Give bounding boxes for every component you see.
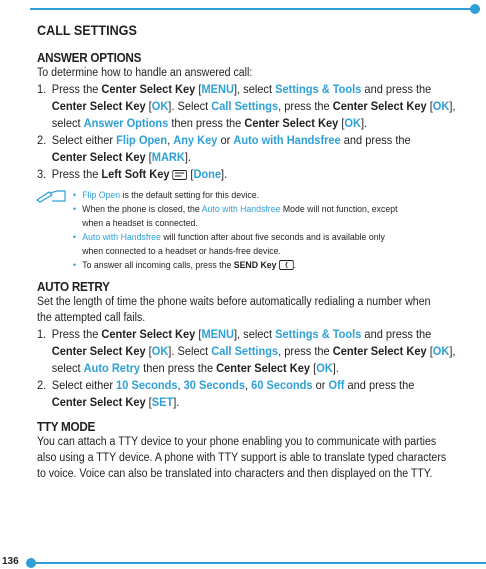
note-item-3-cont: when connected to a headset or hands-free device. — [82, 246, 281, 257]
page-number: 136 — [2, 556, 19, 567]
answer-options-intro: To determine how to handle an answered call: — [37, 67, 253, 79]
answer-options-step-2: 2. Select either Flip Open, Any Key or Auto with Handsfree and press the — [37, 133, 411, 147]
top-rule-dot — [470, 4, 480, 14]
top-rule — [30, 8, 480, 10]
bottom-rule-dot — [26, 558, 36, 568]
answer-options-steps — [37, 81, 457, 183]
tty-mode-line-1: You can attach a TTY device to your phone enabling you to communicate with parties — [37, 436, 437, 448]
answer-options-note — [37, 189, 457, 273]
send-key-icon — [279, 260, 294, 270]
auto-retry-step-2-line-2: Center Select Key [SET]. — [51, 395, 180, 409]
auto-retry-steps — [37, 326, 457, 411]
answer-options-heading: ANSWER OPTIONS — [37, 50, 142, 65]
auto-retry-step-2: 2. Select either 10 Seconds, 30 Seconds, 60 Seconds or Off and press the — [37, 378, 415, 392]
auto-retry-heading: AUTO RETRY — [37, 279, 110, 294]
bottom-rule — [30, 562, 486, 564]
note-item-2-cont: when a headset is connected. — [82, 218, 198, 229]
auto-retry-step-1-line-2: Center Select Key [OK]. Select Call Settings, press the Center Select Key [OK], — [51, 344, 456, 358]
left-soft-key-icon — [173, 170, 188, 180]
auto-retry-intro-line-1: Set the length of time the phone waits before automatically redialing a number when — [37, 296, 431, 308]
note-item-4: • To answer all incoming calls, press the SEND Key . — [73, 260, 297, 271]
tty-mode-line-3: to voice. Voice can also be translated into characters and then displayed on the TTY. — [37, 468, 433, 480]
answer-options-step-2-line-2: Center Select Key [MARK]. — [51, 150, 191, 164]
page-title: CALL SETTINGS — [37, 22, 137, 38]
tty-mode-line-2: also using a TTY device. A phone with TTY support is able to translate typed characters — [37, 452, 447, 464]
tty-mode-heading: TTY MODE — [37, 419, 96, 434]
auto-retry-step-1-line-3: select Auto Retry then press the Center Select Key [OK]. — [51, 361, 339, 375]
answer-options-step-1-line-2: Center Select Key [OK]. Select Call Settings, press the Center Select Key [OK], — [51, 99, 456, 113]
answer-options-step-3: 3. Press the Left Soft Key [Done]. — [37, 167, 228, 181]
pen-note-icon — [35, 189, 69, 203]
note-item-2: • When the phone is closed, the Auto with Handsfree Mode will not function, except — [73, 204, 398, 215]
auto-retry-intro-line-2: the attempted call fails. — [37, 312, 146, 324]
auto-retry-step-1: 1. Press the Center Select Key [MENU], select Settings & Tools and press the — [37, 327, 432, 341]
answer-options-step-1-line-3: select Answer Options then press the Center Select Key [OK]. — [51, 116, 368, 130]
answer-options-step-1: 1. Press the Center Select Key [MENU], select Settings & Tools and press the — [37, 82, 432, 96]
page-content — [37, 22, 457, 482]
note-item-3: • Auto with Handsfree will function after about five seconds and is available only — [73, 232, 385, 243]
note-item-1: • Flip Open is the default setting for this device. — [73, 190, 260, 201]
